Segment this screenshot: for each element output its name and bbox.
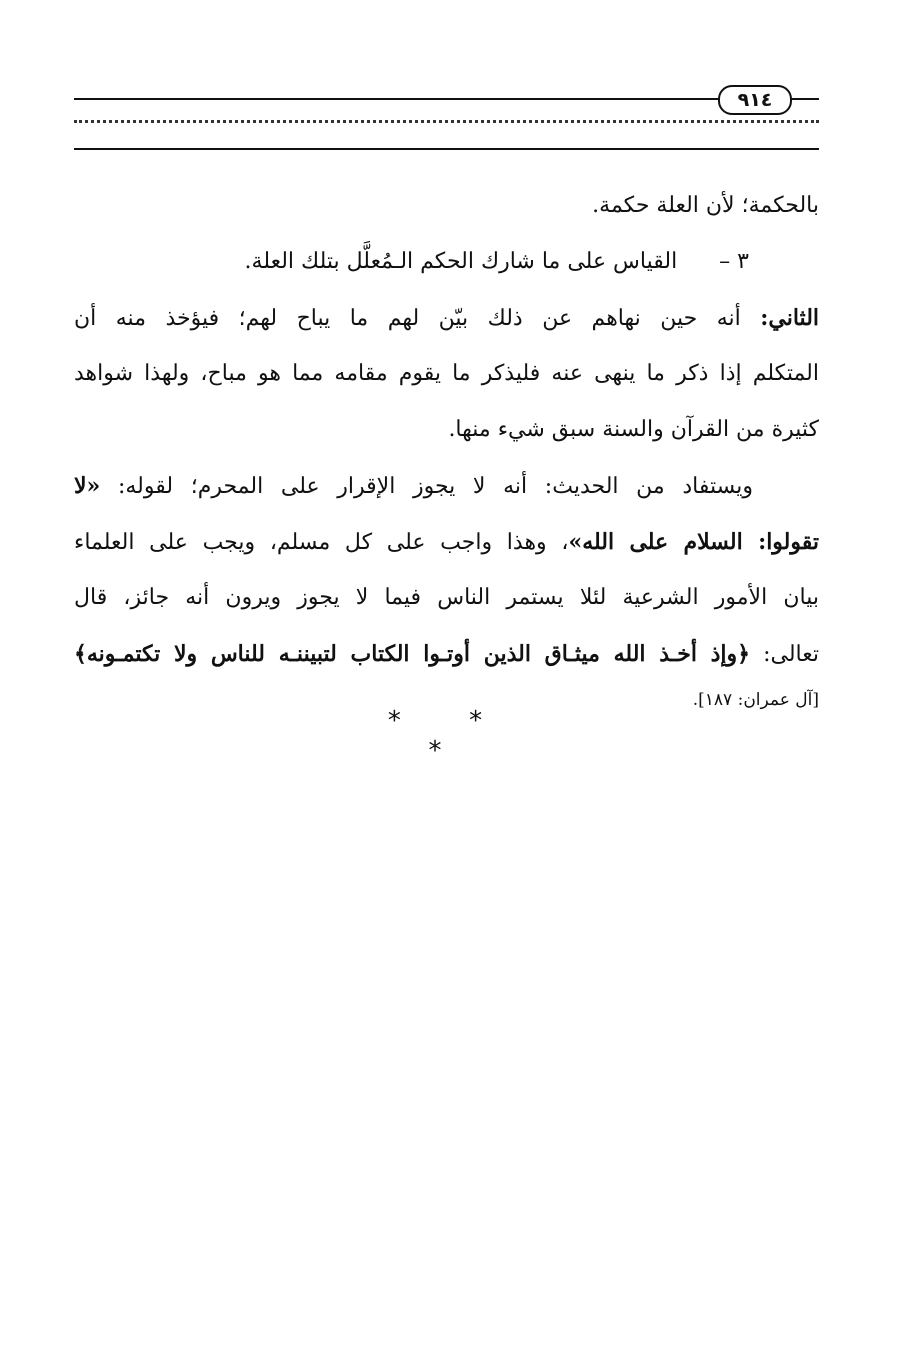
page-header [74, 80, 819, 160]
paragraph-second-line-1 [74, 290, 819, 346]
paragraph-text: كثيرة من القرآن والسنة سبق شيء منها. [448, 417, 819, 442]
paragraph-third-line-3 [74, 570, 819, 626]
paragraph-text: تعالى: [763, 642, 819, 667]
verse-reference-text: [آل عمران: ١٨٧]. [692, 690, 819, 710]
list-item-number: ٣ – [719, 249, 749, 274]
paragraph-label-second: الثاني: [760, 305, 819, 331]
page-body [74, 178, 819, 722]
header-dotted-rule [74, 120, 819, 130]
paragraph-text: ، وهذا واجب على كل مسلم، ويجب على العلماء [74, 530, 569, 555]
paragraph-text: ويستفاد من الحديث: أنه لا يجوز الإقرار على المحرم؛ لقوله: [117, 474, 753, 499]
list-item-text: القياس على ما شارك الحكم الـمُعلَّل بتلك العلة. [244, 249, 678, 274]
header-rule-bottom [74, 148, 819, 150]
hadith-quote-start: «لا [74, 473, 101, 499]
paragraph-text: أنه حين نهاهم عن ذلك بيّن لهم ما يباح لهم؛ فيؤخذ منه أن [74, 306, 741, 331]
paragraph-text: المتكلم إذا ذكر ما ينهى عنه فليذكر ما يقوم مقامه مما هو مباح، ولهذا شواهد [74, 361, 819, 386]
paragraph-third-line-1 [74, 458, 819, 514]
page-number: ٩١٤ [718, 85, 792, 115]
list-item-3 [74, 234, 819, 290]
hadith-quote: تقولوا: السلام على الله» [568, 529, 819, 555]
continuation-text: بالحكمة؛ لأن العلة حكمة. [592, 193, 819, 218]
paragraph-text: بيان الأمور الشرعية لئلا يستمر الناس فيما لا يجوز ويرون أنه جائز، قال [74, 585, 819, 610]
paragraph-second-line-3 [74, 402, 819, 458]
paragraph-second-line-2 [74, 346, 819, 402]
paragraph-third-line-4 [74, 626, 819, 682]
paragraph-third-line-2 [74, 514, 819, 570]
section-separator: * * * [387, 706, 513, 766]
text-line [74, 178, 819, 234]
quran-verse: ﴿وإذ أخـذ الله ميثـاق الذين أوتـوا الكتاب لتبيننـه للناس ولا تكتمـونه﴾ [74, 641, 751, 667]
header-rule-left [74, 98, 722, 100]
